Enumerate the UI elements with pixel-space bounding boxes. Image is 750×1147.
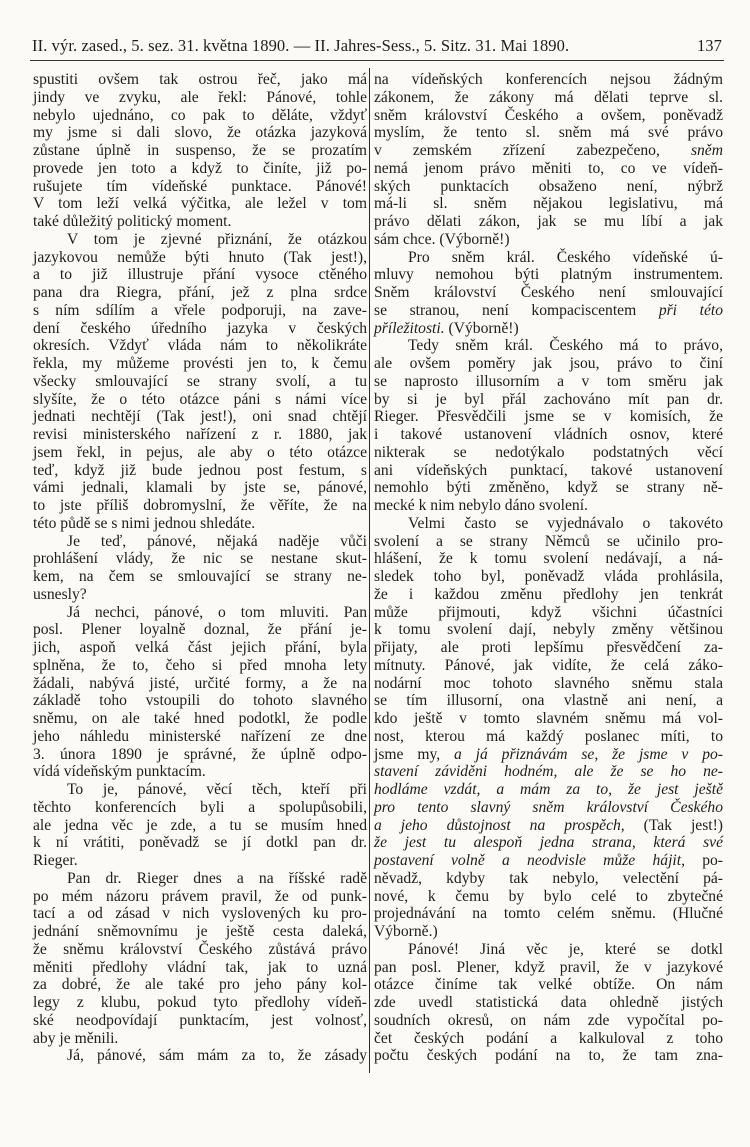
text-line [33, 160, 367, 178]
page-number: 137 [696, 36, 722, 55]
line-text: tací a od zásad v nich vyslovených ku pro- [33, 905, 367, 923]
text-line [374, 391, 723, 409]
text-line [374, 160, 723, 178]
line-text: nové, k čemu by bylo celé to zbytečné [374, 887, 723, 905]
text-line [374, 959, 723, 977]
line-text: v zemském zřízení zabezpečeno, [374, 142, 691, 159]
line-text: projednávání na tomto celém sněmu. (Hlučné [374, 905, 723, 923]
text-line [374, 462, 723, 480]
text-line [33, 71, 367, 89]
line-text: kem, na čem se smlouvající se strany ne- [33, 568, 367, 585]
emphasized-text: postavení volně a neodvisle může hájit, [374, 852, 685, 869]
line-text: se naprosto illusorním a v tom směru jak [374, 372, 723, 390]
line-text: se tím illusorní, ona vlastně ani není, a [374, 692, 723, 710]
line-text: že sněmu království Českého zůstává právo [33, 940, 367, 958]
text-line [33, 976, 367, 994]
line-text: základě toho vstoupili do tohoto slavného [33, 692, 367, 710]
text-line [33, 941, 367, 959]
line-text: usnesly? [33, 585, 87, 603]
text-line [33, 834, 367, 852]
text-line [33, 781, 367, 799]
line-text: nodární moc tohoto slavného sněmu stala [374, 674, 723, 692]
text-line [374, 888, 723, 906]
text-line [33, 1047, 367, 1065]
text-line [33, 586, 367, 604]
line-text: této půdě se s nimi jednou shledáte. [33, 514, 256, 532]
line-text: hlášení, že k tomu svolení nedávají, a ná- [374, 550, 723, 568]
text-line [374, 497, 723, 515]
line-text: a to již illustruje přání vysoce ctěného [33, 266, 367, 284]
line-text: Velmi často se vyjednávalo o takovéto [408, 514, 723, 532]
line-text: jednati nechtějí (Tak jest!), oni snad chtějí [33, 408, 367, 426]
text-line [374, 426, 723, 444]
line-text: otázce činíme tak velké obtíže. On nám [374, 976, 723, 994]
text-line [33, 426, 367, 444]
line-text: se stranou, není kompaciscentem [374, 301, 659, 319]
line-text: spustiti ovšem tak ostrou řeč, jako má [33, 71, 367, 88]
line-text: Pro sněm král. Českého vídeňské ú- [408, 248, 723, 266]
line-text: okresích. Vždyť vláda nám to několikráte [33, 337, 367, 355]
text-line [374, 249, 723, 267]
line-text: Rieger. Přesvědčili jsme se v komisích, že [374, 408, 723, 426]
text-line [374, 408, 723, 426]
text-line [374, 533, 723, 551]
line-text: mluvy nemohou býti platným instrumentem. [374, 266, 723, 284]
line-text: jazykovou nemůže býti hnuto (Tak jest!), [33, 248, 367, 266]
line-text: ských punktacích obsaženo není, nýbrž [374, 177, 723, 195]
line-text: k tomu svolení dají, nebyly změny většinou [374, 621, 723, 639]
text-line [374, 337, 723, 355]
paragraph [33, 604, 367, 782]
text-line [374, 923, 723, 941]
text-line [33, 675, 367, 693]
line-text: zákonem, že zákony má dělati teprve sl. [374, 88, 723, 106]
line-text: Já nechci, pánové, o tom mluviti. Pan [67, 603, 367, 621]
line-text: právo dělati zákon, jak se mu líbí a jak [374, 213, 723, 230]
line-text: s ním sdílím a vřele podporuji, na zave- [33, 301, 367, 319]
text-line [374, 728, 723, 746]
text-line [33, 479, 367, 497]
line-text: nebylo ujednáno, co pak to děláte, vždyť [33, 106, 367, 124]
paragraph [374, 515, 723, 941]
text-line [374, 107, 723, 125]
line-text: V tom je zjevné přiznání, že otázkou [67, 230, 367, 248]
text-line [374, 568, 723, 586]
paragraph [33, 781, 367, 870]
text-line [33, 1012, 367, 1030]
text-line [33, 107, 367, 125]
text-line [374, 142, 723, 160]
line-text: V tom leží velká výčitka, ale ležel v tom [33, 195, 367, 213]
line-text: dení českého úředního jazyka v českých [33, 319, 367, 337]
text-line [374, 515, 723, 533]
line-text: kdo ještě v tomto slavném sněmu má vol- [374, 710, 723, 727]
line-text: má-li sl. sněm nějakou legislativu, má [374, 195, 723, 213]
text-line [33, 142, 367, 160]
text-line [33, 746, 367, 764]
line-text: nikterak se nedotýkalo podstatných věcí [374, 443, 723, 461]
line-text: že i každou změnu předlohy jen tenkrát [374, 585, 723, 603]
text-line [33, 870, 367, 888]
line-text: (Tak jest!) [624, 816, 723, 834]
line-text: jednání sněmovnímu je ještě cesta daleká, [33, 923, 367, 940]
line-text: i takové ustanovení vládních osnov, které [374, 426, 723, 443]
line-text: ské neodpovídají punktacím, jest volnosť, [33, 1011, 367, 1029]
line-text: ale ovšem poměry jak jsou, právo to činí [374, 355, 723, 372]
line-text: žádali, nabývá jisté, určité formy, a že na [33, 674, 367, 692]
line-text: jsem řekl, in pejus, ale aby o této otázce [33, 443, 367, 461]
text-line [33, 621, 367, 639]
line-text: provede jen toto a když to činíte, již po- [33, 159, 367, 177]
paragraph [374, 941, 723, 1065]
line-text: by si je byl přál zachováno mít pan dr. [374, 390, 723, 408]
line-text: pana dra Riegra, přání, jež z plna srdce [33, 284, 367, 301]
text-line [33, 692, 367, 710]
line-text: přijaty, ale proti lepšímu přesvědčení za- [374, 639, 723, 656]
text-line [374, 905, 723, 923]
line-text: mecké k nim nebylo dáno svolení. [374, 497, 588, 514]
text-line [33, 213, 367, 231]
line-text: Je teď, pánové, nějaká naděje vůči [67, 532, 367, 550]
text-line [33, 852, 367, 870]
line-text: sám chce. (Výborně!) [374, 230, 510, 248]
text-line [33, 550, 367, 568]
line-text: všecky smlouvající se strany svolí, a tu [33, 372, 367, 390]
text-line [374, 71, 723, 89]
text-line [374, 178, 723, 196]
line-text: čet českých podání a kalkuloval z toho [374, 1029, 723, 1047]
line-text: zde uvedl statistická data ohledně jistých [374, 994, 723, 1011]
emphasized-text: a jeho důstojnost na prospěch, [374, 816, 625, 834]
text-line [374, 710, 723, 728]
text-line [33, 888, 367, 906]
text-line [374, 657, 723, 675]
text-line [33, 657, 367, 675]
line-text: vámi jednali, klamali by jste se, pánové, [33, 479, 367, 497]
text-line [33, 710, 367, 728]
emphasized-text: pro tento slavný sněm království Českého [374, 798, 723, 816]
line-text: (Výborně!) [444, 319, 519, 337]
line-text: Já, pánové, sám mám za to, že zásady [67, 1047, 367, 1065]
line-text: ani vídeňských punktací, takové ustanovení [374, 461, 723, 479]
text-line [33, 817, 367, 835]
text-line [374, 639, 723, 657]
line-text: myslím, že tento sl. sněm má své právo [374, 124, 723, 142]
text-line [33, 533, 367, 551]
line-text: Rieger. [33, 852, 78, 869]
emphasized-text: a já přiznávám se, že jsme v po- [454, 745, 723, 763]
text-line [33, 124, 367, 142]
line-text: nemohlo býti změněno, když se strany ně- [374, 479, 723, 497]
line-text: také důležitý politický moment. [33, 213, 232, 230]
text-line [33, 231, 367, 249]
text-line [33, 763, 367, 781]
text-line [374, 817, 723, 835]
right-column [374, 71, 723, 1065]
emphasized-text: hodláme vzdát, a mám za to, že jest ještě [374, 781, 723, 798]
text-line [374, 213, 723, 231]
line-text: může přijmouti, když všichni účastníci [374, 603, 723, 621]
line-text: slyšíte, že o této otázce páni s námi více [33, 390, 367, 408]
line-text: sněmu, on ale také hned podotkl, že podle [33, 710, 367, 727]
paragraph [33, 870, 367, 1048]
line-text: nemá jenom právo měniti to, co ve vídeň- [374, 159, 723, 177]
paragraph [374, 71, 723, 249]
text-line [33, 444, 367, 462]
line-text: 3. února 1890 je správné, že úplně odpo- [33, 745, 367, 763]
line-text: něvadž, kdyby tak nebylo, velectění pá- [374, 869, 723, 887]
line-text: těchto konferencích byli a spolupůsobili, [33, 798, 367, 816]
line-text: prohlášení vlády, že nic se nestane skut- [33, 550, 367, 568]
line-text: aby je měnili. [33, 1029, 119, 1047]
left-column [33, 71, 367, 1065]
text-line [374, 746, 723, 764]
text-line [374, 320, 723, 338]
line-text: splněna, že to, čeho si před mnoha lety [33, 656, 367, 674]
running-header [32, 36, 722, 58]
text-line [374, 550, 723, 568]
line-text: měniti předlohy vládní tak, jak to uzná [33, 958, 367, 976]
emphasized-text: příležitosti. [374, 319, 445, 337]
paragraph [33, 71, 367, 231]
text-line [33, 959, 367, 977]
paragraph [33, 1047, 367, 1065]
line-text: svolení a se strany Němců se učinilo pro- [374, 532, 723, 550]
text-line [374, 941, 723, 959]
text-line [33, 195, 367, 213]
text-line [374, 266, 723, 284]
line-text: jich, aspoň velká část jejich přání, byla [33, 639, 367, 656]
text-line [374, 870, 723, 888]
text-line [33, 568, 367, 586]
line-text: teď, když již bude jednou post festum, s [33, 461, 367, 479]
text-line [33, 639, 367, 657]
text-line [374, 373, 723, 391]
line-text: posl. Plener loyalně doznal, že přání je- [33, 621, 367, 639]
text-line [33, 355, 367, 373]
text-line [33, 302, 367, 320]
line-text: mítnuty. Pánové, jak vidíte, že celá záko- [374, 656, 723, 674]
text-line [374, 976, 723, 994]
text-line [374, 1012, 723, 1030]
line-text: my jsme si dali slovo, že otázka jazyková [33, 124, 367, 142]
text-line [33, 1030, 367, 1048]
text-line [374, 852, 723, 870]
paragraph [33, 231, 367, 533]
line-text: na vídeňských konferencích nejsou žádným [374, 71, 723, 88]
text-line [374, 781, 723, 799]
text-line [374, 586, 723, 604]
line-text: Pan dr. Rieger dnes a na říšské radě [67, 869, 367, 887]
text-line [374, 479, 723, 497]
paragraph [33, 533, 367, 604]
text-line [33, 604, 367, 622]
header-rule [30, 60, 724, 61]
text-line [374, 355, 723, 373]
line-text: jsme my, [374, 745, 454, 763]
text-line [33, 728, 367, 746]
text-line [33, 266, 367, 284]
text-line [374, 89, 723, 107]
emphasized-text: sněm [690, 142, 723, 159]
line-text: soudních okresů, on nám zde vypočítal po- [374, 1011, 723, 1029]
text-line [374, 1047, 723, 1065]
line-text: Pánové! Jiná věc je, které se dotkl [408, 940, 723, 958]
text-line [33, 249, 367, 267]
text-line [374, 799, 723, 817]
emphasized-text: že jest tu alespoň jedna strana, která své [374, 834, 723, 852]
text-line [33, 408, 367, 426]
line-text: To je, pánové, věcí těch, kteří při [67, 781, 367, 798]
line-text: po- [684, 852, 723, 869]
line-text: sněm království Českého a ovšem, poněvadž [374, 106, 723, 124]
line-text: nost, kterou má každý poslanec míti, to [374, 727, 723, 745]
line-text: sledek toho byl, poněvadž vláda prohlásila, [374, 568, 723, 585]
line-text: revisi ministerského nařízení z r. 1880, jak [33, 426, 367, 443]
line-text: rušujete tím vídeňské punktace. Pánové! [33, 177, 367, 195]
text-line [33, 373, 367, 391]
text-line [374, 834, 723, 852]
text-line [33, 497, 367, 515]
text-line [374, 124, 723, 142]
text-line [374, 621, 723, 639]
text-line [374, 604, 723, 622]
text-line [374, 692, 723, 710]
line-text: počtu českých podání na to, že tam zna- [374, 1047, 723, 1065]
text-line [374, 1030, 723, 1048]
line-text: Sněm království Českého není smlouvající [374, 284, 723, 301]
text-line [374, 302, 723, 320]
text-line [33, 320, 367, 338]
text-line [33, 89, 367, 107]
text-line [33, 923, 367, 941]
text-line [33, 391, 367, 409]
text-line [33, 905, 367, 923]
text-line [33, 337, 367, 355]
line-text: to jste příliš dobromyslní, že věříte, že na [33, 497, 367, 514]
line-text: vídá vídeňským punktacím. [33, 763, 206, 781]
line-text: legy z klubu, pokud tyto předlohy vídeň- [33, 994, 367, 1011]
emphasized-text: stavení záviděni hodném, ale že se ho ne- [374, 763, 723, 781]
paragraph [374, 249, 723, 338]
text-line [374, 195, 723, 213]
line-text: jindy ve zvyku, ale řekl: Pánové, tohle [33, 88, 367, 106]
text-line [374, 994, 723, 1012]
line-text: za dobré, že ale také pro jeho pány kol- [33, 976, 367, 994]
text-line [33, 515, 367, 533]
text-line [374, 231, 723, 249]
line-text: pan posl. Plener, když pravil, že v jazykové [374, 958, 723, 976]
line-text: jeho náhledu ministerské nařízení ze dne [33, 727, 367, 745]
line-text: k ní vrátiti, poněvadž se jí dotkl pan dr. [33, 834, 367, 852]
text-line [33, 799, 367, 817]
line-text: Výborně.) [374, 923, 438, 940]
text-line [374, 675, 723, 693]
text-line [33, 994, 367, 1012]
text-line [33, 462, 367, 480]
line-text: zůstane úplně in suspenso, že se prozatím [33, 142, 367, 159]
header-title: II. výr. zased., 5. sez. 31. května 1890. — II. Jahres-Sess., 5. Sitz. 31. Mai 1890. [32, 36, 570, 55]
column-divider [369, 68, 370, 1073]
line-text: po mém názoru právem pravil, že od punk- [33, 887, 367, 905]
line-text: řekla, my můžeme provésti jen to, k čemu [33, 355, 367, 372]
emphasized-text: při této [658, 301, 723, 319]
text-line [374, 284, 723, 302]
text-line [374, 763, 723, 781]
text-line [33, 178, 367, 196]
text-line [374, 444, 723, 462]
text-line [33, 284, 367, 302]
paragraph [374, 337, 723, 515]
line-text: Tedy sněm král. Českého má to právo, [408, 337, 723, 355]
line-text: ale jedna věc je zde, a tu se musím hned [33, 816, 367, 834]
